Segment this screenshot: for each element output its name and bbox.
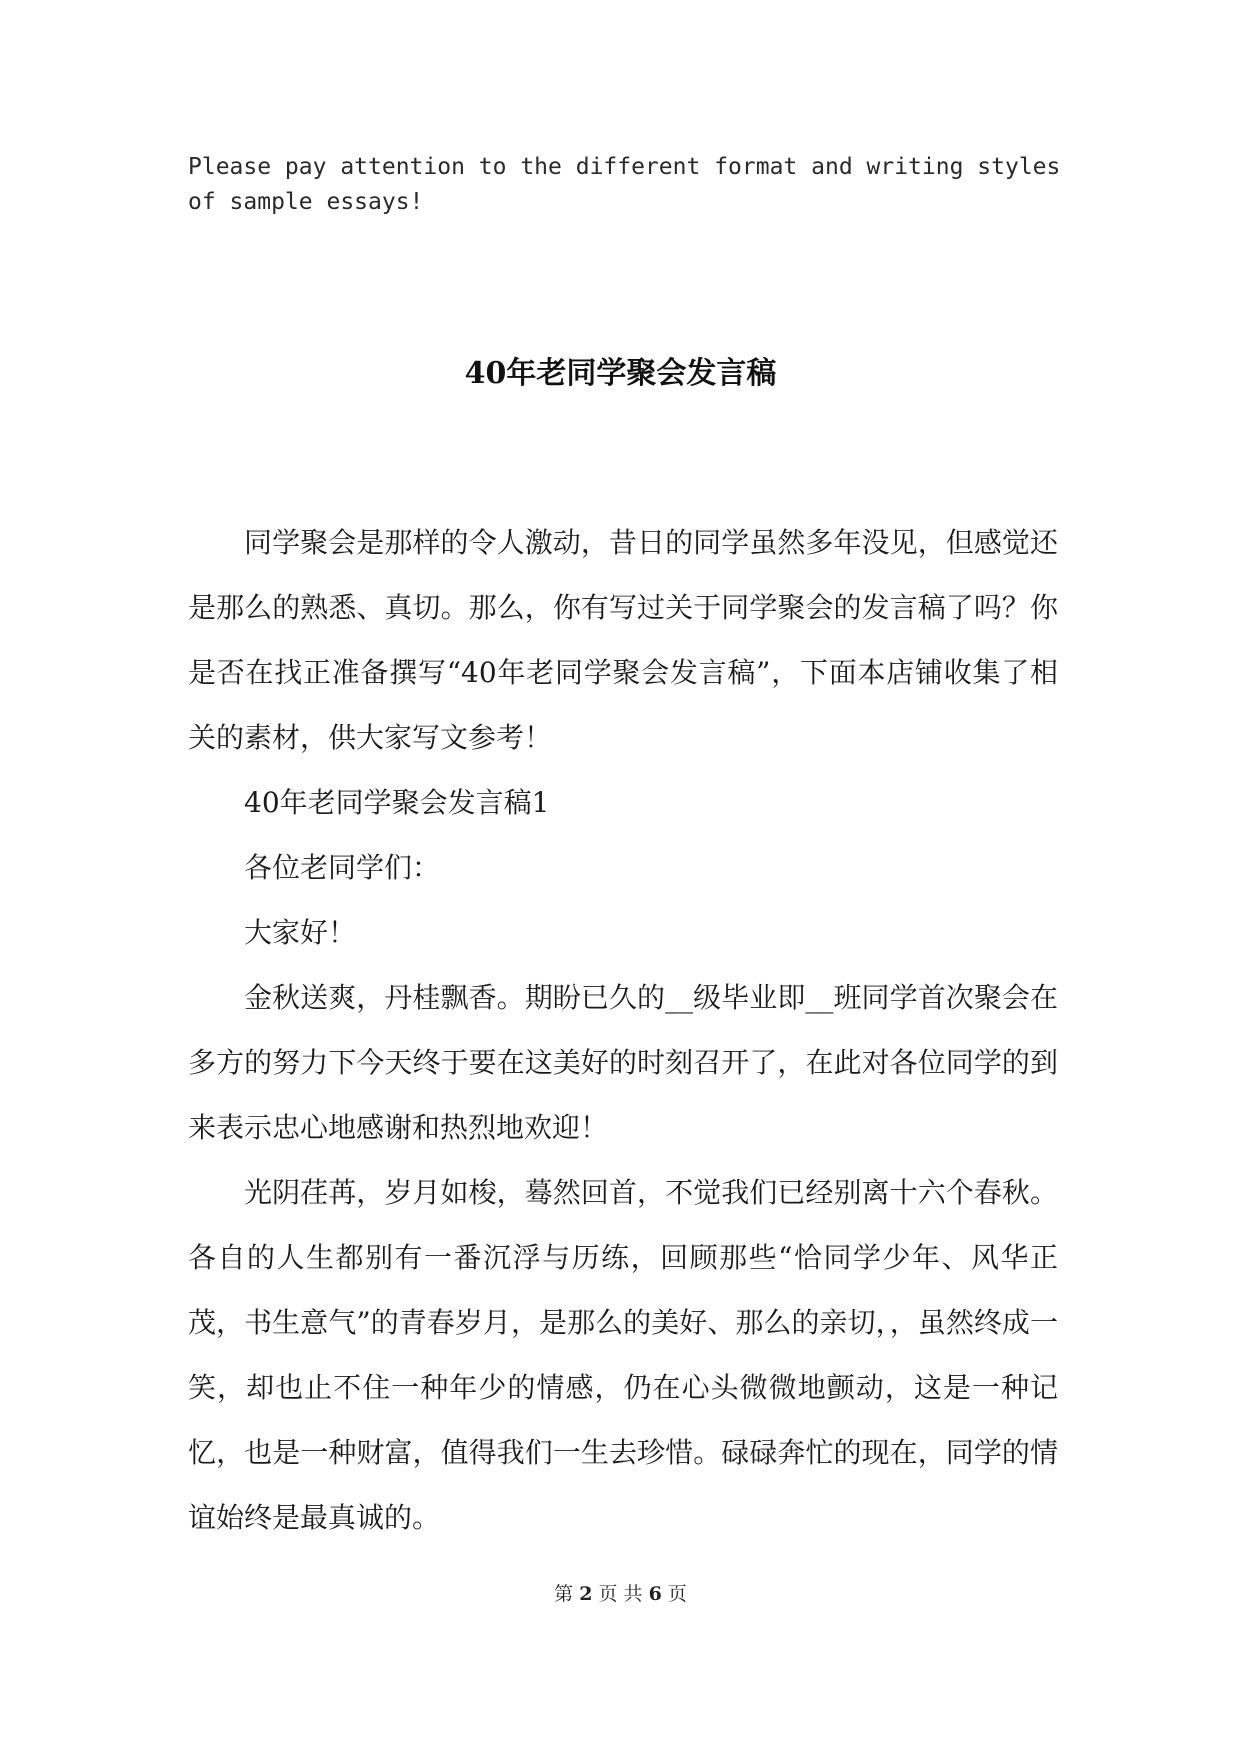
greeting: 大家好！: [244, 916, 357, 949]
footer-prefix: 第: [554, 1583, 574, 1605]
body-paragraph: 光阴荏苒，岁月如梭，蓦然回首，不觉我们已经别离十六个春秋。各自的人生都别有一番沉浮与历练，回顾那些“恰同学少年、风华正茂，书生意气”的青春岁月，是那么的美好、那么的亲切，，虽然终成一笑，却也止不住一种年少的情感，仍在心头微微地颤动，这是一种记忆，也是一种财富，值得我们一生去珍惜。碌碌奔忙的现在，同学的情谊始终是最真诚的。: [188, 1176, 1058, 1534]
document-title: 40年老同学聚会发言稿: [464, 356, 777, 391]
sample-notice: Please pay attention to the different format and writing styles of sample essays!: [188, 154, 1061, 215]
current-page-number: 2: [579, 1583, 593, 1605]
body-paragraph: 金秋送爽，丹桂飘香。期盼已久的__级毕业即__班同学首次聚会在多方的努力下今天终于要在这美好的时刻召开了，在此对各位同学的到来表示忠心地感谢和热烈地欢迎！: [188, 981, 1058, 1144]
intro-paragraph: 同学聚会是那样的令人激动，昔日的同学虽然多年没见，但感觉还是那么的熟悉、真切。那么，你有写过关于同学聚会的发言稿了吗？你是否在找正准备撰写“40年老同学聚会发言稿”，下面本店铺收集了相关的素材，供大家写文参考！: [188, 526, 1058, 754]
page-footer: [0, 1580, 1241, 1608]
salutation: 各位老同学们：: [244, 851, 441, 884]
footer-suffix: 页: [667, 1583, 687, 1605]
document-body: [188, 510, 1058, 1550]
section-heading: 40年老同学聚会发言稿1: [244, 786, 550, 819]
footer-middle: 页 共: [598, 1583, 643, 1605]
total-pages-number: 6: [648, 1583, 662, 1605]
